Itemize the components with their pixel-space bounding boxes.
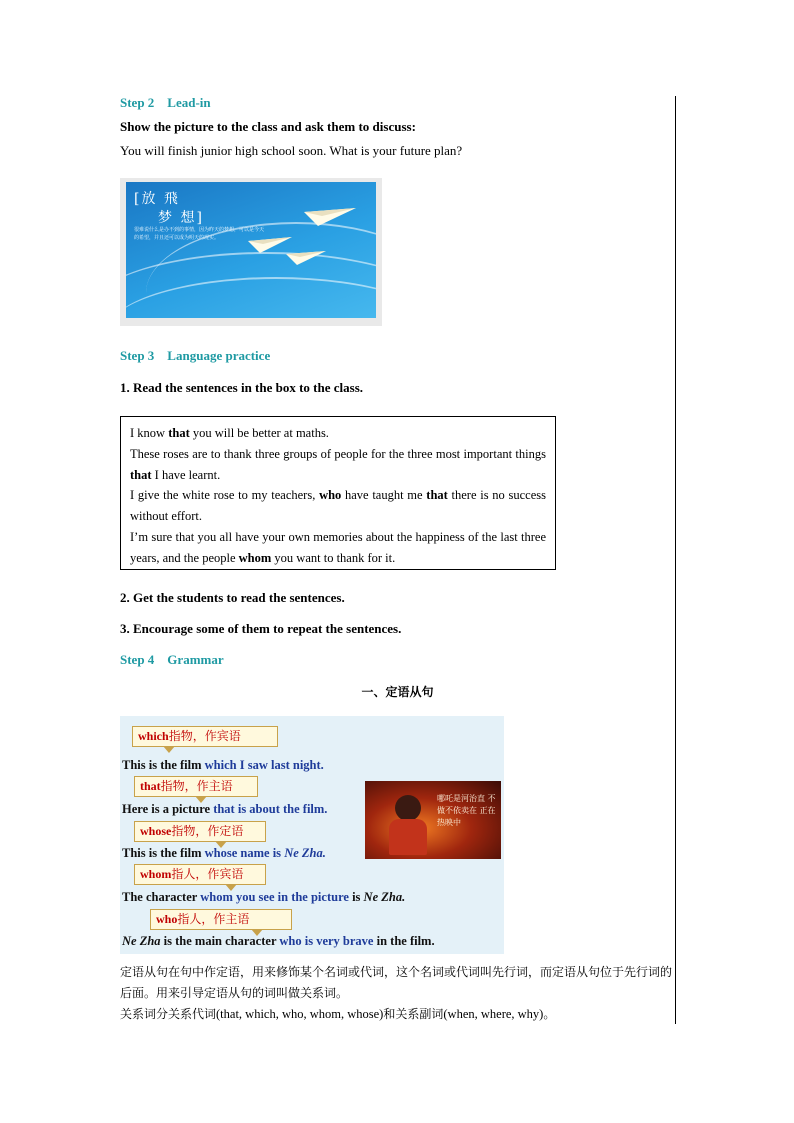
label-whose: whose指物，作定语 [134,821,266,842]
example-sentence: This is the film whose name is Ne Zha. [122,846,326,860]
paper-plane-icon [304,204,356,228]
step2-question: You will finish junior high school soon. What is your future plan? [120,143,463,158]
step2-instruction: Show the picture to the class and ask them to discuss: [120,119,416,134]
grammar-panel [120,716,504,954]
picture-title: [放 飛 梦 想] [134,191,204,226]
step3-item-1: 1. Read the sentences in the box to the class. [120,380,364,395]
box-sentence: I give the white rose to my teachers, who have taught me that there is no success without effort. [130,488,546,524]
label-that: that指物，作主语 [134,776,258,797]
movie-caption: 哪吒是河治直 不做不依卖在 正在热映中 [437,794,496,827]
notes-definition: 定语从句在句中作定语，用来修饰某个名词或代词，这个名词或代词叫先行词，而定语从句位于先行词的后面。用来引导定语从句的词叫做关系词。 [120,965,673,1000]
example-sentence: Here is a picture that is about the film. [122,802,328,816]
label-which: which指物，作宾语 [132,726,278,747]
example-sentence: This is the film which I saw last night. [122,758,324,772]
step3-heading: Step 3 Language practice [120,348,271,363]
label-who: who指人，作主语 [150,909,292,930]
label-whom: whom指人，作宾语 [134,864,266,885]
step3-item-2: 2. Get the students to read the sentences. [120,590,345,605]
box-sentence: These roses are to thank three groups of people for the three most important things that I have learnt. [130,446,546,482]
picture-caption: 很难说什么是办不到的事情，因为昨天的梦想，可以是今天的希望，并且还可以成为明天的现实。 [134,227,265,241]
ne-zha-movie-still [365,781,501,859]
step2-heading: Step 2 Lead-in [120,95,211,110]
example-sentence: Ne Zha is the main character who is very brave in the film. [122,934,435,948]
grammar-notes [120,962,675,1025]
paper-plane-icon [286,248,326,266]
grammar-section-heading: 一、定语从句 [361,685,434,699]
page-right-rule [675,96,676,1024]
sentence-box [120,416,556,570]
example-sentence: The character whom you see in the picture is Ne Zha. [122,890,406,904]
box-sentence: I’m sure that you all have your own memories about the happiness of the last three years, and the people whom you want to thank for it. [130,529,546,565]
step4-heading: Step 4 Grammar [120,652,224,667]
paper-plane-picture [120,178,382,326]
notes-relative-words: 关系词分关系代词(that, which, who, whom, whose)和关系副词(when, where, why)。 [120,1007,556,1021]
step3-item-3: 3. Encourage some of them to repeat the sentences. [120,621,402,636]
box-sentence: I know that you will be better at maths. [130,426,329,440]
